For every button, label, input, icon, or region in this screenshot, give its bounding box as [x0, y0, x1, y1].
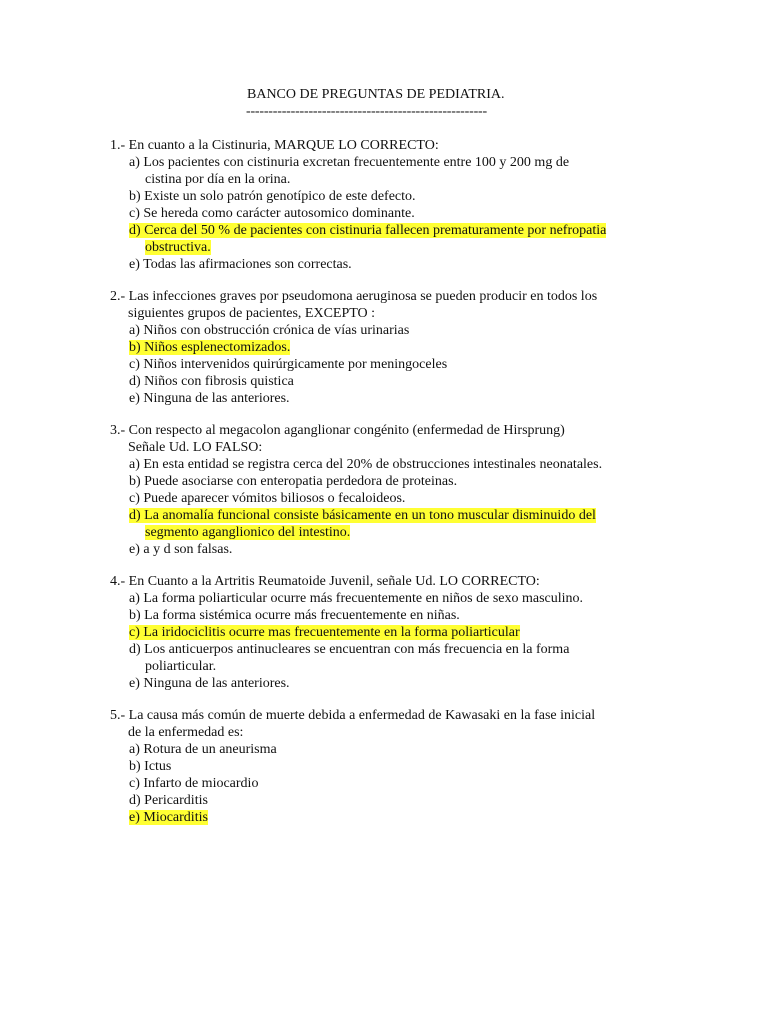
question-5: [110, 707, 670, 826]
option-d-continuation: [110, 524, 670, 541]
option-d-line: [110, 222, 670, 239]
highlighted-answer: b) Niños esplenectomizados.: [129, 340, 291, 355]
option-e-line: e) a y d son falsas.: [129, 542, 233, 557]
option-a-line: a) Niños con obstrucción crónica de vías urinarias: [129, 323, 410, 338]
question-1: [110, 137, 670, 273]
option-c-line: c) Niños intervenidos quirúrgicamente por meningoceles: [129, 357, 448, 372]
option-a-continuation: cistina por día en la orina.: [145, 172, 291, 187]
document-title: BANCO DE PREGUNTAS DE PEDIATRIA.: [247, 87, 505, 102]
question-stem-line: 5.- La causa más común de muerte debida a enfermedad de Kawasaki en la fase inicial: [110, 708, 596, 723]
option-e-line: [110, 809, 670, 826]
option-d-continuation: poliarticular.: [145, 659, 217, 674]
question-4: [110, 573, 670, 692]
question-stem-line: 4.- En Cuanto a la Artritis Reumatoide Juvenil, señale Ud. LO CORRECTO:: [110, 574, 540, 589]
option-e-line: e) Todas las afirmaciones son correctas.: [129, 257, 352, 272]
question-3: [110, 422, 670, 558]
option-a-line: a) La forma poliarticular ocurre más frecuentemente en niños de sexo masculino.: [129, 591, 584, 606]
title-separator: ------------------------------------------------------: [246, 104, 487, 119]
option-d-continuation: [110, 239, 670, 256]
option-a-line: a) Los pacientes con cistinuria excretan frecuentemente entre 100 y 200 mg de: [129, 155, 570, 170]
option-b-line: b) Existe un solo patrón genotípico de este defecto.: [129, 189, 416, 204]
highlighted-answer: d) Cerca del 50 % de pacientes con cistinuria fallecen prematuramente por nefropatia: [129, 223, 607, 238]
question-stem-line: 1.- En cuanto a la Cistinuria, MARQUE LO CORRECTO:: [110, 138, 439, 153]
highlighted-answer: d) La anomalía funcional consiste básicamente en un tono muscular disminuido del: [129, 508, 596, 523]
option-c-line: c) Se hereda como carácter autosomico dominante.: [129, 206, 415, 221]
option-b-line: b) La forma sistémica ocurre más frecuentemente en niñas.: [129, 608, 460, 623]
option-b-line: b) Puede asociarse con enteropatia perdedora de proteinas.: [129, 474, 458, 489]
highlighted-answer: c) La iridociclitis ocurre mas frecuentemente en la forma poliarticular: [129, 625, 520, 640]
option-a-line: a) Rotura de un aneurisma: [129, 742, 277, 757]
option-e-line: e) Ninguna de las anteriores.: [129, 391, 290, 406]
option-d-line: d) Pericarditis: [129, 793, 208, 808]
option-b-line: b) Ictus: [129, 759, 172, 774]
question-stem-line: 3.- Con respecto al megacolon aganglionar congénito (enfermedad de Hirsprung): [110, 423, 565, 438]
question-stem-continuation: Señale Ud. LO FALSO:: [128, 440, 263, 455]
question-2: [110, 288, 670, 407]
option-e-line: e) Ninguna de las anteriores.: [129, 676, 290, 691]
highlighted-answer: e) Miocarditis: [129, 810, 208, 825]
question-stem-continuation: siguientes grupos de pacientes, EXCEPTO :: [128, 306, 376, 321]
question-stem-line: 2.- Las infecciones graves por pseudomona aeruginosa se pueden producir en todos los: [110, 289, 598, 304]
option-d-line: [110, 507, 670, 524]
option-d-line: d) Niños con fibrosis quistica: [129, 374, 294, 389]
option-c-line: c) Puede aparecer vómitos biliosos o fecaloideos.: [129, 491, 406, 506]
question-stem-continuation: de la enfermedad es:: [128, 725, 244, 740]
option-b-line: [110, 339, 670, 356]
option-d-line: d) Los anticuerpos antinucleares se encuentran con más frecuencia en la forma: [129, 642, 570, 657]
highlighted-answer: obstructiva.: [145, 240, 211, 255]
option-c-line: c) Infarto de miocardio: [129, 776, 259, 791]
option-a-line: a) En esta entidad se registra cerca del 20% de obstrucciones intestinales neonatales.: [129, 457, 603, 472]
highlighted-answer: segmento aganglionico del intestino.: [145, 525, 351, 540]
option-c-line: [110, 624, 670, 641]
